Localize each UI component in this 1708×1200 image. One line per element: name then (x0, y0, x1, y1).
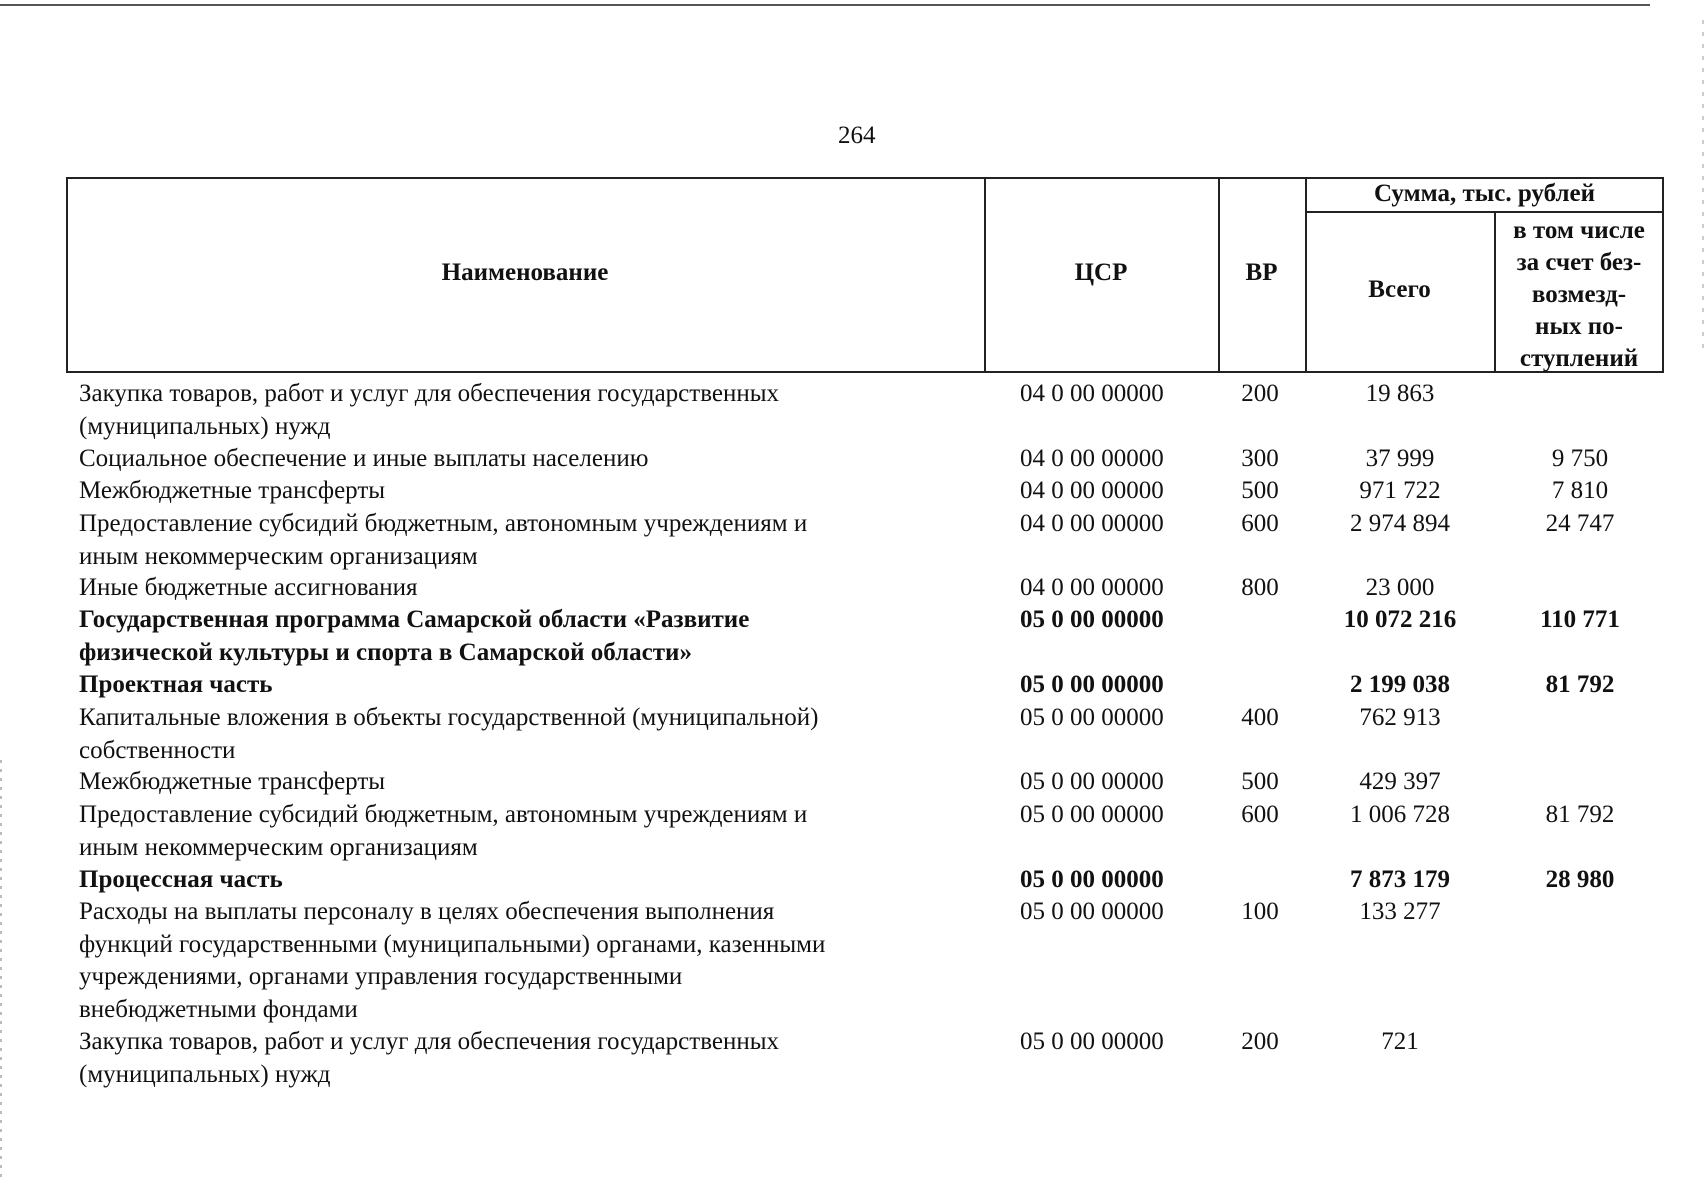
table-header (66, 177, 1664, 373)
header-free-line: ступлений (1519, 345, 1639, 372)
row-total: 762 913 (1359, 704, 1441, 731)
row-free-of-charge: 9 750 (1551, 445, 1609, 472)
row-csr: 05 0 00 00000 (1020, 768, 1164, 795)
row-vr: 400 (1241, 704, 1279, 731)
row-free-of-charge: 28 980 (1545, 866, 1615, 893)
row-name: Межбюджетные трансферты (79, 477, 386, 504)
row-csr: 05 0 00 00000 (1020, 898, 1164, 925)
scan-edge-left (0, 760, 2, 1180)
header-total: Всего (1368, 276, 1431, 303)
row-total: 7 873 179 (1350, 866, 1450, 893)
header-name: Наименование (441, 259, 609, 286)
row-csr: 05 0 00 00000 (1020, 1028, 1164, 1055)
row-csr: 05 0 00 00000 (1020, 671, 1164, 698)
header-csr: ЦСР (1074, 259, 1128, 286)
header-sum-group: Сумма, тыс. рублей (1373, 180, 1596, 207)
row-name: Иные бюджетные ассигнования (79, 574, 418, 601)
row-vr: 600 (1241, 801, 1279, 828)
header-free-line: за счет без- (1516, 249, 1642, 276)
row-name: Межбюджетные трансферты (79, 768, 386, 795)
row-csr: 04 0 00 00000 (1020, 574, 1164, 601)
row-name: Предоставление субсидий бюджетным, автономным учреждениям и иным некоммерческим организациям (79, 801, 808, 861)
row-total: 37 999 (1365, 445, 1435, 472)
header-vr: ВР (1245, 259, 1278, 286)
row-total: 721 (1381, 1028, 1419, 1055)
row-csr: 05 0 00 00000 (1020, 866, 1164, 893)
scan-edge-right (1702, 20, 1704, 350)
header-free-of-charge (1496, 215, 1662, 375)
row-vr: 300 (1241, 445, 1279, 472)
row-csr: 04 0 00 00000 (1020, 445, 1164, 472)
row-free-of-charge: 81 792 (1545, 801, 1615, 828)
row-free-of-charge: 7 810 (1551, 477, 1609, 504)
row-name: Капитальные вложения в объекты государственной (муниципальной) собственности (79, 704, 819, 764)
header-bottom-border (66, 371, 1664, 373)
row-csr: 04 0 00 00000 (1020, 510, 1164, 537)
row-name: Закупка товаров, работ и услуг для обеспечения государственных (муниципальных) нужд (79, 380, 780, 440)
row-csr: 04 0 00 00000 (1020, 477, 1164, 504)
row-vr: 200 (1241, 380, 1279, 407)
row-name: Процессная часть (79, 866, 283, 893)
row-name: Социальное обеспечение и иные выплаты населению (79, 445, 649, 472)
header-sum-divider (1305, 211, 1664, 213)
row-total: 1 006 728 (1350, 801, 1450, 828)
row-free-of-charge: 110 771 (1540, 606, 1620, 633)
row-vr: 100 (1241, 898, 1279, 925)
row-total: 429 397 (1359, 768, 1441, 795)
row-csr: 04 0 00 00000 (1020, 380, 1164, 407)
row-name: Предоставление субсидий бюджетным, автономным учреждениям и иным некоммерческим организациям (79, 510, 808, 570)
row-csr: 05 0 00 00000 (1020, 801, 1164, 828)
top-rule (0, 4, 1650, 6)
row-free-of-charge: 24 747 (1545, 510, 1615, 537)
header-free-line: в том числе (1513, 217, 1645, 244)
row-name: Проектная часть (79, 671, 273, 698)
row-name: Закупка товаров, работ и услуг для обеспечения государственных (муниципальных) нужд (79, 1028, 780, 1088)
row-vr: 600 (1241, 510, 1279, 537)
row-total: 2 199 038 (1350, 671, 1450, 698)
header-free-line: ных по- (1535, 313, 1623, 340)
row-csr: 05 0 00 00000 (1020, 606, 1164, 633)
row-total: 19 863 (1365, 380, 1435, 407)
row-total: 2 974 894 (1350, 510, 1450, 537)
row-name: Расходы на выплаты персоналу в целях обеспечения выполнения функций государственными (муниципальными) органами, казенными учреждениями, органами управления государственными внебюджетными фондами (79, 898, 826, 1023)
header-free-line: возмезд- (1531, 281, 1627, 308)
row-vr: 800 (1241, 574, 1279, 601)
row-total: 23 000 (1365, 574, 1435, 601)
row-vr: 500 (1241, 768, 1279, 795)
row-total: 133 277 (1359, 898, 1441, 925)
row-total: 971 722 (1359, 477, 1441, 504)
row-vr: 500 (1241, 477, 1279, 504)
row-name: Государственная программа Самарской области «Развитие физической культуры и спорта в Самарской области» (79, 606, 750, 666)
row-vr: 200 (1241, 1028, 1279, 1055)
page-number: 264 (838, 122, 876, 149)
row-csr: 05 0 00 00000 (1020, 704, 1164, 731)
row-total: 10 072 216 (1343, 606, 1457, 633)
row-free-of-charge: 81 792 (1545, 671, 1615, 698)
